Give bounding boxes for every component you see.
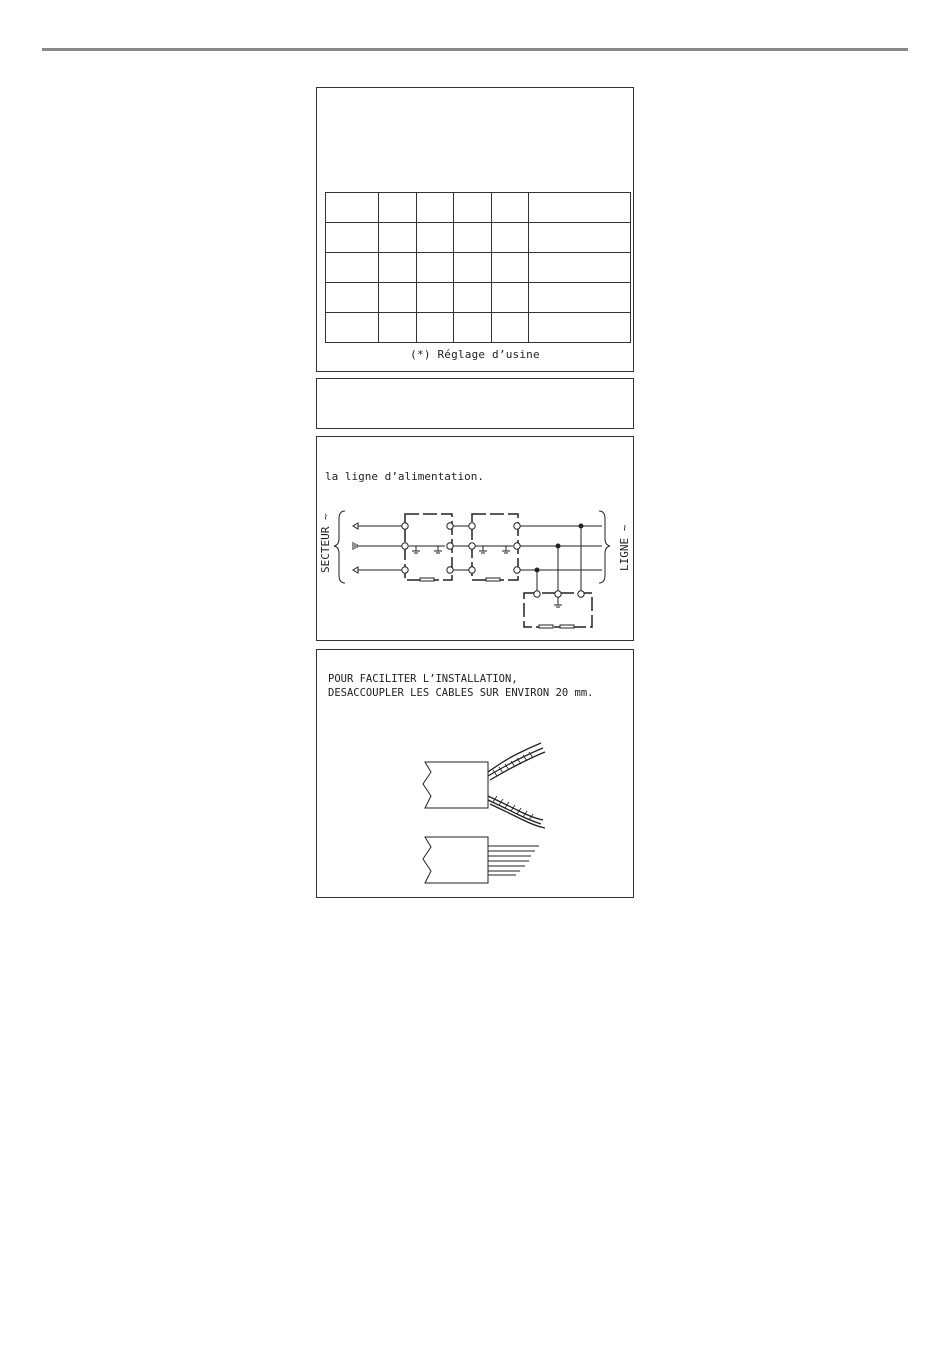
secteur-label: SECTEUR ~ <box>319 513 332 573</box>
wiring-diagram <box>317 497 633 637</box>
table-row <box>326 283 631 313</box>
ligne-label: LIGNE ~ <box>618 524 631 571</box>
instruction-line-1: POUR FACILITER L’INSTALLATION, <box>328 673 518 685</box>
settings-panel <box>316 87 634 372</box>
cable-prep-panel <box>316 649 634 898</box>
instruction-line-2: DESACCOUPLER LES CABLES SUR ENVIRON 20 mm. <box>328 687 594 699</box>
empty-panel <box>316 378 634 429</box>
factory-setting-footnote: (*) Réglage d’usine <box>410 348 540 361</box>
table-row <box>326 223 631 253</box>
settings-table <box>325 192 631 343</box>
table-row <box>326 313 631 343</box>
wiring-panel <box>316 436 634 641</box>
wiring-caption: la ligne d’alimentation. <box>325 470 484 483</box>
cable-illustration <box>417 740 547 885</box>
table-row <box>326 253 631 283</box>
header-rule <box>42 48 908 51</box>
table-row <box>326 193 631 223</box>
